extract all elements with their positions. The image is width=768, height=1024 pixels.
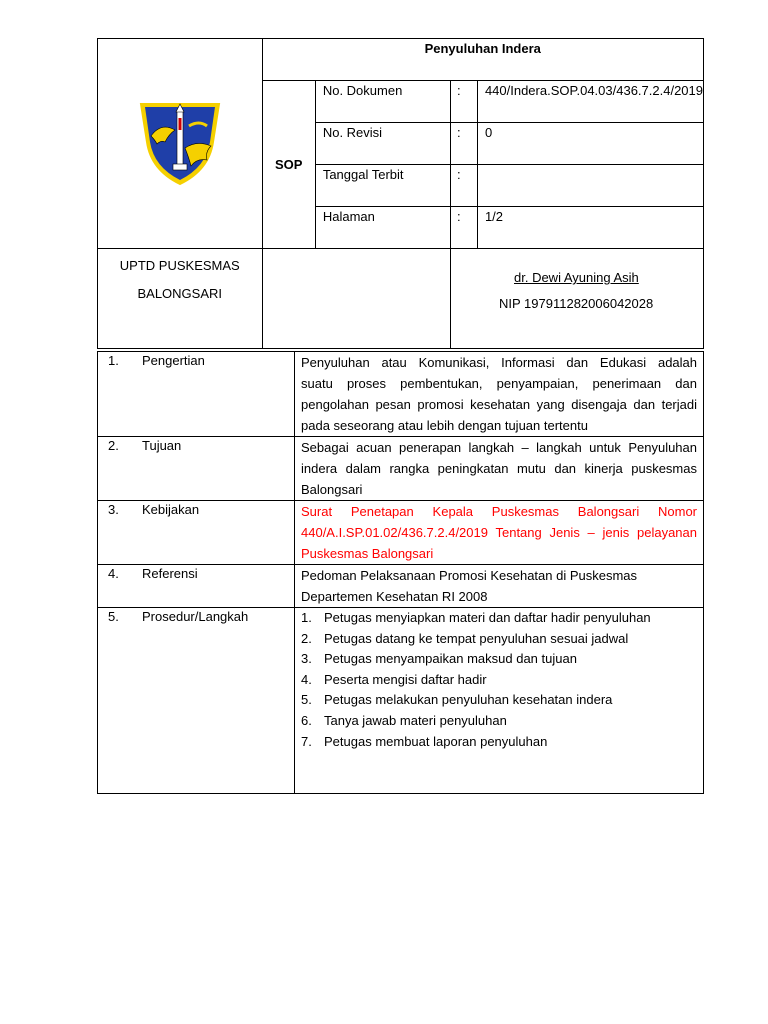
- section-number: 5.: [98, 608, 123, 794]
- field-value-issue-date: [477, 165, 703, 207]
- sop-label: SOP: [262, 81, 315, 249]
- step-item: 3. Petugas menyampaikan maksud dan tujuan: [301, 651, 577, 667]
- unit-line-2: BALONGSARI: [137, 286, 223, 301]
- field-value-page: 1/2: [477, 207, 703, 249]
- content-line: suatu proses pembentukan, penyampaian, penerimaan dan: [301, 376, 697, 391]
- field-label: No. Dokumen: [315, 81, 450, 123]
- step-item: 6. Tanya jawab materi penyuluhan: [301, 712, 507, 728]
- sop-content-table: [97, 351, 704, 794]
- content-line: 440/A.I.SP.01.02/436.7.2.4/2019 Tentang Jenis – jenis pelayanan: [301, 525, 697, 540]
- content-line: Departemen Kesehatan RI 2008: [301, 589, 488, 604]
- section-number: 3.: [98, 501, 123, 565]
- content-line: Surat Penetapan Kepala Puskesmas Balongsari Nomor: [301, 504, 697, 519]
- signer-name: dr. Dewi Ayuning Asih: [514, 270, 639, 285]
- content-line: Penyuluhan atau Komunikasi, Informasi dan Edukasi adalah: [301, 355, 697, 370]
- unit-line-1: UPTD PUSKESMAS: [119, 258, 240, 273]
- content-line: Pedoman Pelaksanaan Promosi Kesehatan di Puskesmas: [301, 568, 638, 583]
- step-item: 2. Petugas datang ke tempat penyuluhan sesuai jadwal: [301, 630, 629, 646]
- content-line: Sebagai acuan penerapan langkah – langkah untuk Penyuluhan: [301, 440, 697, 455]
- content-line: indera dalam rangka peningkatan mutu dan kinerja puskesmas: [301, 461, 697, 476]
- blank-stamp-cell: [262, 249, 451, 349]
- section-content: [295, 437, 704, 501]
- field-value-doc-number: 440/Indera.SOP.04.03/436.7.2.4/2019: [477, 81, 703, 123]
- section-content-policy: [295, 501, 704, 565]
- unit-name-cell: [98, 249, 263, 349]
- section-title: Kebijakan: [122, 501, 295, 565]
- field-label: Tanggal Terbit: [315, 165, 450, 207]
- step-item: 7. Petugas membuat laporan penyuluhan: [301, 733, 548, 749]
- field-colon: :: [451, 81, 478, 123]
- signer-nip: NIP 197911282006042028: [499, 296, 654, 311]
- section-title: Referensi: [122, 565, 295, 608]
- section-number: 2.: [98, 437, 123, 501]
- procedure-steps: [301, 608, 697, 752]
- section-content: [295, 565, 704, 608]
- step-item: 4. Peserta mengisi daftar hadir: [301, 671, 487, 687]
- field-colon: :: [451, 165, 478, 207]
- section-content-steps: [295, 608, 704, 794]
- section-number: 4.: [98, 565, 123, 608]
- field-colon: :: [451, 123, 478, 165]
- section-title: Tujuan: [122, 437, 295, 501]
- field-label: No. Revisi: [315, 123, 450, 165]
- field-label: Halaman: [315, 207, 450, 249]
- section-number: 1.: [98, 352, 123, 437]
- surabaya-emblem-icon: [131, 96, 229, 188]
- section-title: Prosedur/Langkah: [122, 608, 295, 794]
- section-title: Pengertian: [122, 352, 295, 437]
- section-content: [295, 352, 704, 437]
- step-item: 5. Petugas melakukan penyuluhan kesehatan indera: [301, 692, 613, 708]
- content-line: Balongsari: [301, 482, 363, 497]
- logo-cell: [98, 39, 263, 249]
- field-colon: :: [451, 207, 478, 249]
- document-title: Penyuluhan Indera: [262, 39, 703, 81]
- content-line: pengolahan pesan promosi kesehatan yang disengaja dan terjadi: [301, 397, 697, 412]
- content-line: Puskesmas Balongsari: [301, 546, 434, 561]
- field-value-revision: 0: [477, 123, 703, 165]
- step-item: 1. Petugas menyiapkan materi dan daftar hadir penyuluhan: [301, 610, 651, 625]
- content-line: pada seseorang atau lebih dengan tujuan tertentu: [301, 418, 588, 433]
